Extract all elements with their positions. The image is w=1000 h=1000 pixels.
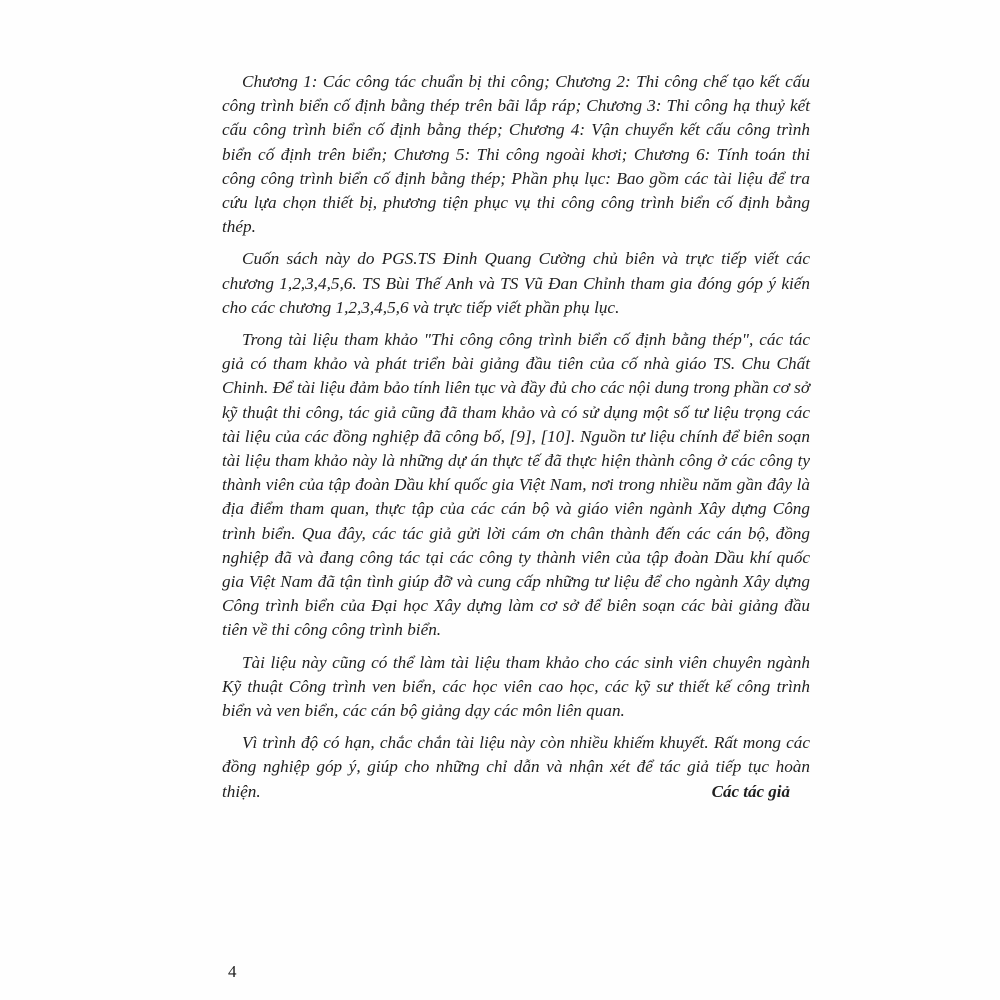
paragraph-chapter-list: Chương 1: Các công tác chuẩn bị thi công; Chương 2: Thi công chế tạo kết cấu công trình biển cố định bằng thép trên bãi lắp ráp; Chương 3: Thi công hạ thuỷ kết cấu công trình biển cố định bằng thép; Chương 4: Vận chuyển kết cấu công trình biển cố định trên biển; Chương 5: Thi công ngoài khơi; Chương 6: Tính toán thi công công trình biển cố định bằng thép; Phần phụ lục: Bao gồm các tài liệu để tra cứu lựa chọn thiết bị, phương tiện phục vụ thi công công trình biển cố định bằng thép. — [222, 72, 810, 237]
body-text — [222, 70, 810, 812]
paragraph-closing: Vì trình độ có hạn, chắc chắn tài liệu này còn nhiều khiếm khuyết. Rất mong các đồng nghiệp góp ý, giúp cho những chỉ dẫn và nhận xét để tác giả tiếp tục hoàn thiện. — [222, 733, 810, 801]
page-number: 4 — [228, 962, 237, 981]
paragraph-authors: Cuốn sách này do PGS.TS Đinh Quang Cường chủ biên và trực tiếp viết các chương 1,2,3,4,5,6. TS Bùi Thế Anh và TS Vũ Đan Chỉnh tham gia đóng góp ý kiến cho các chương 1,2,3,4,5,6 và trực tiếp viết phần phụ lục. — [222, 249, 810, 317]
signature: Các tác giả — [711, 782, 790, 801]
paragraph-audience: Tài liệu này cũng có thể làm tài liệu tham khảo cho các sinh viên chuyên ngành Kỹ thuật Công trình ven biển, các học viên cao học, các kỹ sư thiết kế công trình biển và ven biển, các cán bộ giảng dạy các môn liên quan. — [222, 652, 810, 721]
paragraph-references: Trong tài liệu tham khảo "Thi công công trình biển cố định bằng thép", các tác giả có tham khảo và phát triển bài giảng đầu tiên của cố nhà giáo TS. Chu Chất Chinh. Để tài liệu đảm bảo tính liên tục và đầy đủ cho các nội dung trong phần cơ sở kỹ thuật thi công, tác giả cũng đã tham khảo và có sử dụng một số tư liệu trọng các tài liệu của các đồng nghiệp đã công bố, [9], [10]. Nguồn tư liệu chính để biên soạn tài liệu tham khảo này là những dự án thực tế đã thực hiện thành công ở các công ty thành viên của tập đoàn Dầu khí quốc gia Việt Nam, nơi trong nhiều năm gần đây là địa điểm tham quan, thực tập của các cán bộ và giáo viên ngành Xây dựng Công trình biển. Qua đây, các tác giả gửi lời cám ơn chân thành đến các cán bộ, đồng nghiệp đã và đang công tác tại các công ty thành viên của tập đoàn Dầu khí quốc gia Việt Nam đã tận tình giúp đỡ và cung cấp những tư liệu để cho ngành Xây dựng Công trình biển của Đại học Xây dựng làm cơ sở để biên soạn các bài giảng đầu tiên về thi công công trình biển. — [222, 330, 810, 640]
